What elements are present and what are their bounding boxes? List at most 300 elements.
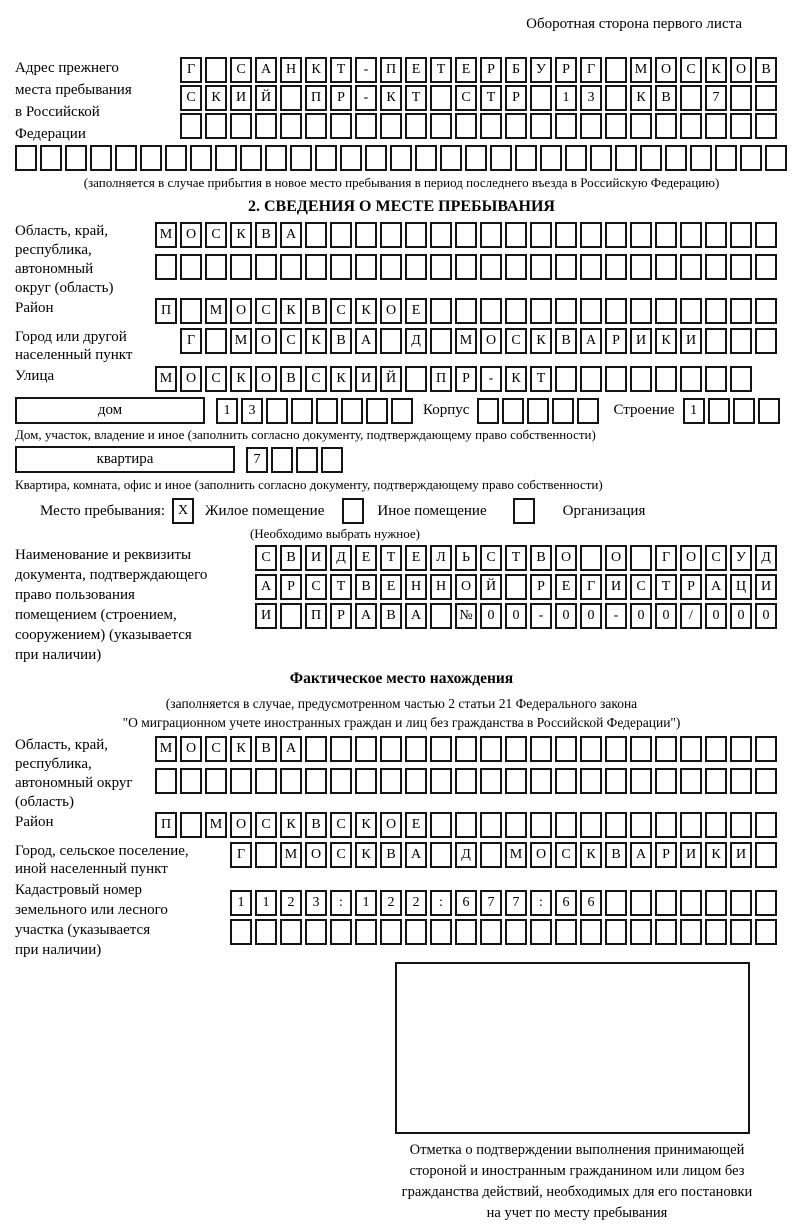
char-cell: О [255,328,277,354]
char-cell [165,145,187,171]
char-cell: О [255,366,277,392]
char-cell [630,919,652,945]
char-cell [505,919,527,945]
char-cell [580,298,602,324]
char-cell: О [455,574,477,600]
char-cell [680,254,702,280]
char-cell [390,145,412,171]
char-cell [530,222,552,248]
char-cell: 0 [630,603,652,629]
char-cell: С [330,842,352,868]
char-cell: 0 [730,603,752,629]
char-cell [530,85,552,111]
char-cell: А [705,574,727,600]
text-line: Область, край, [15,737,109,753]
stamp-box [395,962,750,1134]
char-cell: Т [530,366,552,392]
char-cell [555,298,577,324]
district-label: Район [15,300,54,316]
char-cell [590,145,612,171]
char-cell: К [580,842,602,868]
char-cell [502,398,524,424]
char-cell: 1 [216,398,238,424]
char-cell [180,768,202,794]
char-cell: Т [330,574,352,600]
char-cell: Е [405,298,427,324]
char-cell [605,254,627,280]
prev-address-label [15,57,180,145]
char-cell: А [405,603,427,629]
char-cell: В [255,736,277,762]
char-cell [290,145,312,171]
char-cell [730,890,752,916]
prev-address-note: (заполняется в случае прибытия в новое место пребывания в период последнего въезда в Российскую Федерацию) [83,175,720,190]
char-cell [630,545,652,571]
char-cell: А [280,736,302,762]
char-cell [455,254,477,280]
char-cell [527,398,549,424]
region-label [15,222,155,298]
char-cell: 0 [480,603,502,629]
char-cell: Г [655,545,677,571]
char-cell: 1 [555,85,577,111]
char-cell [655,768,677,794]
fact-region-field [15,736,788,812]
char-cell [730,366,752,392]
char-cell [321,447,343,473]
char-cell [580,768,602,794]
char-cell [155,254,177,280]
char-cell [305,736,327,762]
char-cell: М [205,298,227,324]
text-line: Адрес прежнего [15,60,119,76]
char-cell: К [230,366,252,392]
char-cell: 0 [555,603,577,629]
char-cell: М [155,222,177,248]
char-cell: 2 [380,890,402,916]
char-cell [155,768,177,794]
char-cell: И [605,574,627,600]
char-cell [580,366,602,392]
char-cell [655,222,677,248]
char-cell: М [155,366,177,392]
char-cell: О [480,328,502,354]
char-cell [366,398,388,424]
char-cell: С [330,298,352,324]
char-cell [630,366,652,392]
char-cell: П [380,57,402,83]
char-cell: И [255,603,277,629]
text-line: стороной и иностранным гражданином или лицом без [409,1163,745,1179]
prev-address-row-4 [15,145,788,171]
char-cell: А [580,328,602,354]
char-cell: А [255,574,277,600]
char-cell [430,768,452,794]
char-cell [115,145,137,171]
char-cell: Р [655,842,677,868]
char-cell: А [255,57,277,83]
char-cell: С [205,736,227,762]
stay-type-note: (Необходимо выбрать нужное) [249,526,421,541]
char-cell [305,919,327,945]
char-cell: П [155,812,177,838]
city-label [15,328,180,364]
char-cell: Р [280,574,302,600]
char-cell [730,298,752,324]
char-cell [380,113,402,139]
char-cell: Ь [455,545,477,571]
district-row [155,298,777,324]
char-cell [405,222,427,248]
char-cell [430,298,452,324]
fact-region-label [15,736,155,812]
char-cell [330,254,352,280]
char-cell: Т [505,545,527,571]
char-cell [240,145,262,171]
char-cell: С [205,222,227,248]
char-cell [680,812,702,838]
text-line: (область) [15,794,74,810]
char-cell: К [355,842,377,868]
fact-city-row [230,842,777,868]
apartment-note: Квартира, комната, офис и иное (заполнить согласно документу, подтверждающему право собственности) [15,477,603,492]
cadastral-row-2 [230,919,777,945]
text-line: (заполняется в случае, предусмотренном частью 2 статьи 21 Федерального закона [165,696,638,711]
char-cell: П [305,85,327,111]
char-cell: 0 [505,603,527,629]
char-cell: Е [405,812,427,838]
char-cell [230,113,252,139]
char-cell: М [230,328,252,354]
char-cell [705,254,727,280]
char-cell: С [480,545,502,571]
char-cell [430,222,452,248]
text-line: Наименование и реквизиты [15,547,192,563]
char-cell [630,222,652,248]
char-cell [477,398,499,424]
char-cell [705,298,727,324]
char-cell [255,919,277,945]
char-cell: Г [580,57,602,83]
char-cell [305,768,327,794]
char-cell: Р [555,57,577,83]
char-cell [530,254,552,280]
char-cell: О [380,298,402,324]
char-cell [580,919,602,945]
char-cell [180,113,202,139]
char-cell [555,254,577,280]
char-cell [730,85,752,111]
char-cell [630,113,652,139]
char-cell: : [330,890,352,916]
char-cell [755,812,777,838]
text-line: республика, [15,756,92,772]
char-cell: О [605,545,627,571]
char-cell: А [280,222,302,248]
checkbox-zhiloe: X [172,498,194,524]
city-row [180,328,777,354]
char-cell: Й [255,85,277,111]
char-cell: 7 [705,85,727,111]
char-cell [391,398,413,424]
text-line: Город, сельское поселение, [15,843,189,859]
char-cell [480,812,502,838]
char-cell [715,145,737,171]
char-cell: Р [455,366,477,392]
char-cell [733,398,755,424]
region-rows [155,222,777,282]
char-cell [255,842,277,868]
char-cell: - [530,603,552,629]
char-cell: М [630,57,652,83]
char-cell: - [605,603,627,629]
char-cell [280,254,302,280]
text-line: при наличии) [15,942,102,958]
char-cell: К [505,366,527,392]
char-cell: В [380,842,402,868]
char-cell [505,222,527,248]
char-cell [680,113,702,139]
char-cell [355,919,377,945]
char-cell [355,113,377,139]
char-cell [655,919,677,945]
document-label [15,545,255,665]
char-cell: Р [330,85,352,111]
char-cell [680,222,702,248]
char-cell: С [455,85,477,111]
char-cell [305,254,327,280]
char-cell [655,298,677,324]
char-cell: В [605,842,627,868]
char-cell: А [405,842,427,868]
char-cell: К [305,57,327,83]
char-cell: С [255,298,277,324]
char-cell: Б [505,57,527,83]
char-cell [665,145,687,171]
char-cell [705,890,727,916]
char-cell: И [630,328,652,354]
char-cell [205,768,227,794]
char-cell [265,145,287,171]
char-cell: В [655,85,677,111]
fact-city-field [15,842,788,878]
char-cell [480,254,502,280]
char-cell: М [205,812,227,838]
text-line: автономный [15,261,94,277]
stroenie-label: Строение [613,402,675,418]
text-line: иной населенный пункт [15,861,168,877]
char-cell [530,919,552,945]
apartment-box-label: квартира [15,446,235,473]
char-cell [705,222,727,248]
char-cell: В [530,545,552,571]
char-cell [765,145,787,171]
text-line: округ (область) [15,280,114,296]
char-cell [555,919,577,945]
char-cell: Т [655,574,677,600]
char-cell: М [280,842,302,868]
char-cell: Г [230,842,252,868]
char-cell: М [455,328,477,354]
char-cell [90,145,112,171]
char-cell: Р [480,57,502,83]
char-cell: Р [505,85,527,111]
char-cell: 6 [455,890,477,916]
char-cell: 1 [355,890,377,916]
char-cell: Т [430,57,452,83]
char-cell: Р [330,603,352,629]
char-cell [215,145,237,171]
text-line: автономный округ [15,775,133,791]
char-cell: 2 [405,890,427,916]
char-cell [455,222,477,248]
char-cell: С [630,574,652,600]
char-cell: О [230,298,252,324]
char-cell: С [205,366,227,392]
char-cell [505,298,527,324]
char-cell [430,736,452,762]
char-cell [605,812,627,838]
document-field [15,545,788,665]
section2-title: 2. СВЕДЕНИЯ О МЕСТЕ ПРЕБЫВАНИЯ [248,198,555,215]
char-cell [280,85,302,111]
char-cell: В [380,603,402,629]
char-cell: К [230,222,252,248]
cadastral-label [15,880,230,960]
char-cell [355,736,377,762]
char-cell: И [730,842,752,868]
char-cell: С [305,574,327,600]
char-cell [755,736,777,762]
char-cell [305,113,327,139]
char-cell: Е [405,545,427,571]
char-cell: 2 [280,890,302,916]
char-cell: В [555,328,577,354]
char-cell [380,768,402,794]
char-cell [755,298,777,324]
text-line: населенный пункт [15,347,133,363]
char-cell [180,254,202,280]
char-cell: : [530,890,552,916]
char-cell [605,366,627,392]
char-cell [565,145,587,171]
char-cell [505,113,527,139]
char-cell [605,113,627,139]
char-cell: С [705,545,727,571]
char-cell [730,328,752,354]
char-cell: К [655,328,677,354]
char-cell: И [755,574,777,600]
char-cell [580,736,602,762]
char-cell [540,145,562,171]
char-cell: Р [605,328,627,354]
char-cell: Г [580,574,602,600]
prev-address-block [15,57,788,145]
char-cell [630,254,652,280]
char-cell [615,145,637,171]
char-cell: Н [280,57,302,83]
document-row-3 [255,603,777,629]
char-cell [455,919,477,945]
char-cell [605,736,627,762]
char-cell [680,768,702,794]
char-cell: С [255,812,277,838]
stay-type-row [15,498,788,524]
char-cell: О [555,545,577,571]
char-cell [680,366,702,392]
char-cell [755,890,777,916]
char-cell [341,398,363,424]
char-cell [140,145,162,171]
char-cell [330,736,352,762]
char-cell [555,113,577,139]
char-cell [480,919,502,945]
char-cell: В [255,222,277,248]
char-cell [455,113,477,139]
char-cell [180,298,202,324]
char-cell [655,736,677,762]
char-cell [190,145,212,171]
char-cell: Й [380,366,402,392]
char-cell [705,812,727,838]
char-cell [755,919,777,945]
char-cell [605,768,627,794]
char-cell [380,736,402,762]
char-cell: К [530,328,552,354]
char-cell [465,145,487,171]
char-cell [505,768,527,794]
char-cell [480,222,502,248]
checkbox-organizaciya [513,498,535,524]
char-cell: О [530,842,552,868]
prev-address-row-3 [180,113,777,139]
char-cell [305,222,327,248]
char-cell [480,736,502,762]
char-cell [405,768,427,794]
char-cell [605,919,627,945]
char-cell: О [305,842,327,868]
char-cell [316,398,338,424]
char-cell [480,768,502,794]
char-cell [708,398,730,424]
char-cell: К [705,57,727,83]
char-cell: Й [480,574,502,600]
char-cell: 7 [505,890,527,916]
text-line: места пребывания [15,82,132,98]
prev-address-rows [180,57,777,141]
char-cell [380,222,402,248]
char-cell: Ц [730,574,752,600]
char-cell: Р [680,574,702,600]
fact-district-label: Район [15,814,54,830]
char-cell [15,145,37,171]
char-cell [555,366,577,392]
char-cell [490,145,512,171]
option-inoe-label: Иное помещение [377,502,487,519]
char-cell: Т [330,57,352,83]
char-cell [280,768,302,794]
char-cell: О [180,366,202,392]
char-cell [355,768,377,794]
char-cell [205,113,227,139]
actual-location-title: Фактическое место нахождения [289,670,514,687]
char-cell [280,919,302,945]
char-cell: О [680,545,702,571]
char-cell [530,812,552,838]
text-line: "О миграционном учете иностранных граждан и лиц без гражданства в Российской Федерации") [122,715,681,730]
fact-city-label [15,842,230,878]
char-cell [605,85,627,111]
